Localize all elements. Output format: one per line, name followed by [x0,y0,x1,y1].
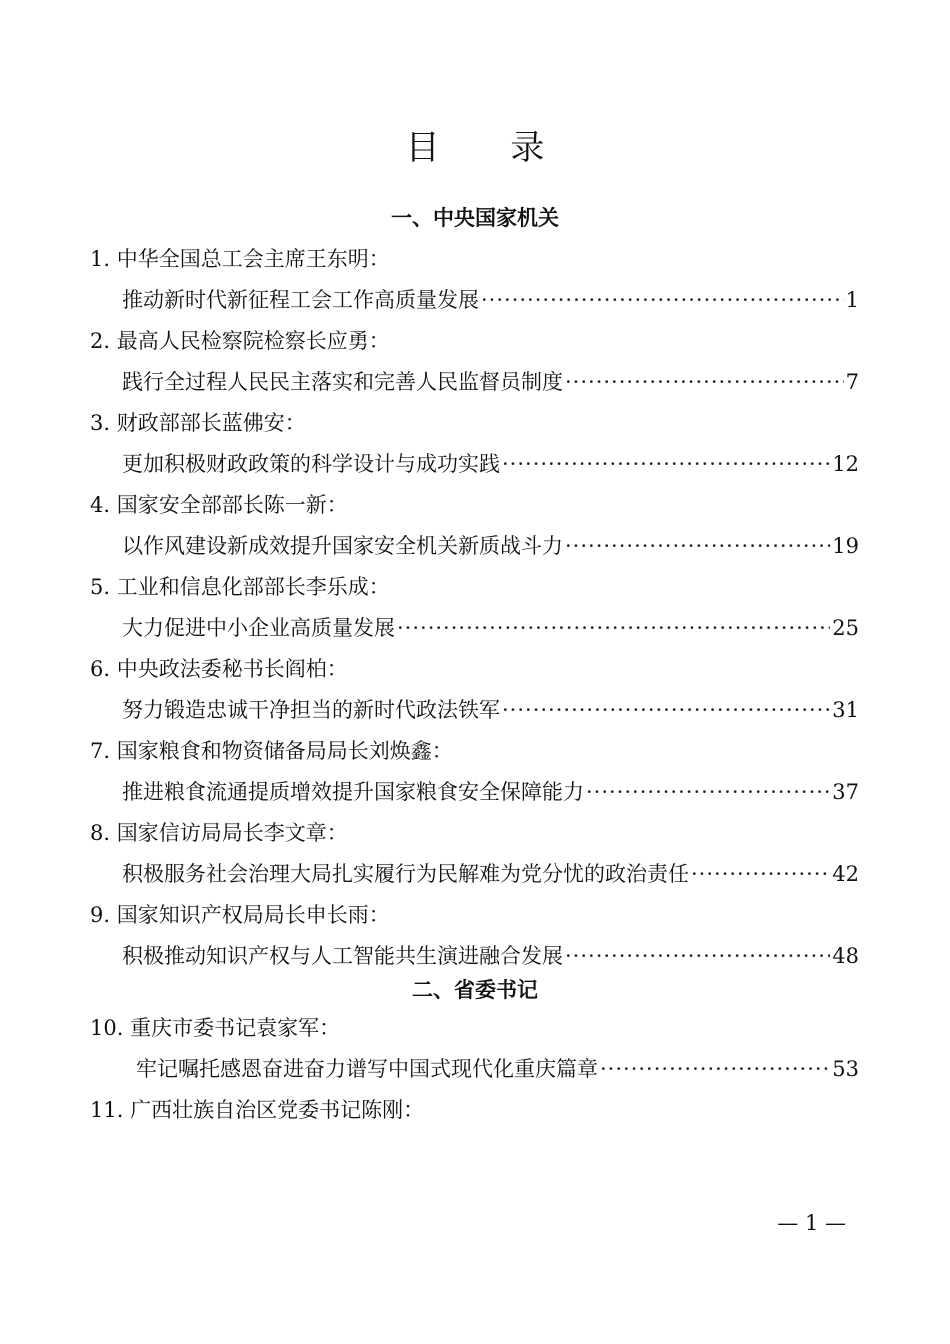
toc-entry-article: 以作风建设新成效提升国家安全机关新质战斗力 [122,534,563,558]
toc-entry-person: 国家信访局局长李文章： [116,821,348,845]
toc-entry-10-person [90,1013,340,1043]
toc-entry-number: 1. [90,247,111,271]
toc-entry-number: 9. [90,903,111,927]
toc-entry-article: 推进粮食流通提质增效提升国家粮食安全保障能力 [122,780,584,804]
toc-entry-7-article[interactable] [122,777,859,807]
toc-entry-article: 积极推动知识产权与人工智能共生演进融合发展 [122,944,563,968]
toc-entry-person: 国家粮食和物资储备局局长刘焕鑫： [116,739,453,763]
dot-leader [565,531,830,561]
toc-entry-page: 48 [832,944,859,968]
toc-entry-number: 6. [90,657,111,681]
dot-leader [502,449,830,479]
toc-entry-2-article[interactable] [122,367,859,397]
toc-entry-9-person [90,900,390,930]
toc-entry-1-person [90,244,390,274]
dot-leader [502,695,830,725]
toc-entry-4-article[interactable] [122,531,859,561]
toc-entry-person: 工业和信息化部部长李乐成： [116,575,390,599]
toc-entry-11-person [90,1095,424,1125]
dot-leader [565,941,830,971]
dot-leader [481,285,844,315]
toc-entry-number: 8. [90,821,111,845]
toc-entry-3-article[interactable] [122,449,859,479]
page-title: 目 录 [405,128,575,168]
toc-entry-article: 更加积极财政政策的科学设计与成功实践 [122,452,500,476]
toc-entry-page: 25 [832,616,859,640]
toc-entry-person: 财政部部长蓝佛安： [116,411,306,435]
toc-entry-7-person [90,736,453,766]
toc-entry-person: 国家安全部部长陈一新： [116,493,348,517]
toc-entry-page: 53 [832,1057,859,1081]
toc-entry-number: 11. [90,1098,124,1122]
toc-entry-person: 中央政法委秘书长阎柏： [116,657,348,681]
toc-entry-page: 37 [832,780,859,804]
toc-entry-person: 重庆市委书记袁家军： [130,1016,341,1040]
toc-entry-person: 最高人民检察院检察长应勇： [116,329,390,353]
toc-entry-article: 牢记嘱托感恩奋进奋力谱写中国式现代化重庆篇章 [136,1057,598,1081]
toc-entry-number: 3. [90,411,111,435]
toc-entry-article: 努力锻造忠诚干净担当的新时代政法铁军 [122,698,500,722]
toc-entry-article: 大力促进中小企业高质量发展 [122,616,395,640]
toc-entry-10-article[interactable] [136,1054,859,1084]
toc-entry-person: 国家知识产权局局长申长雨： [116,903,390,927]
dot-leader [397,613,830,643]
toc-entry-1-article[interactable] [122,285,859,315]
toc-entry-6-person [90,654,348,684]
toc-entry-article: 践行全过程人民民主落实和完善人民监督员制度 [122,370,563,394]
toc-entry-2-person [90,326,390,356]
dot-leader [691,859,830,889]
toc-entry-page: 19 [832,534,859,558]
toc-entry-8-article[interactable] [122,859,859,889]
toc-entry-number: 7. [90,739,111,763]
section-heading-provincial-secretaries: 二、省委书记 [412,978,538,1002]
toc-entry-3-person [90,408,306,438]
dot-leader [600,1054,830,1084]
toc-entry-person: 中华全国总工会主席王东明： [116,247,390,271]
toc-entry-4-person [90,490,348,520]
dot-leader [586,777,830,807]
toc-entry-article: 积极服务社会治理大局扎实履行为民解难为党分忧的政治责任 [122,862,689,886]
toc-entry-number: 10. [90,1016,124,1040]
toc-entry-page: 1 [845,288,859,312]
dot-leader [565,367,844,397]
toc-entry-page: 31 [832,698,859,722]
toc-entry-5-person [90,572,390,602]
toc-entry-6-article[interactable] [122,695,859,725]
toc-entry-page: 42 [832,862,859,886]
toc-entry-person: 广西壮族自治区党委书记陈刚： [130,1098,425,1122]
toc-entry-5-article[interactable] [122,613,859,643]
toc-entry-number: 5. [90,575,111,599]
toc-entry-8-person [90,818,348,848]
toc-entry-page: 12 [832,452,859,476]
toc-entry-number: 4. [90,493,111,517]
toc-entry-number: 2. [90,329,111,353]
toc-entry-page: 7 [845,370,859,394]
toc-entry-article: 推动新时代新征程工会工作高质量发展 [122,288,479,312]
page-number: — 1 — [777,1211,846,1235]
toc-entry-9-article[interactable] [122,941,859,971]
section-heading-central-organs: 一、中央国家机关 [391,206,559,230]
